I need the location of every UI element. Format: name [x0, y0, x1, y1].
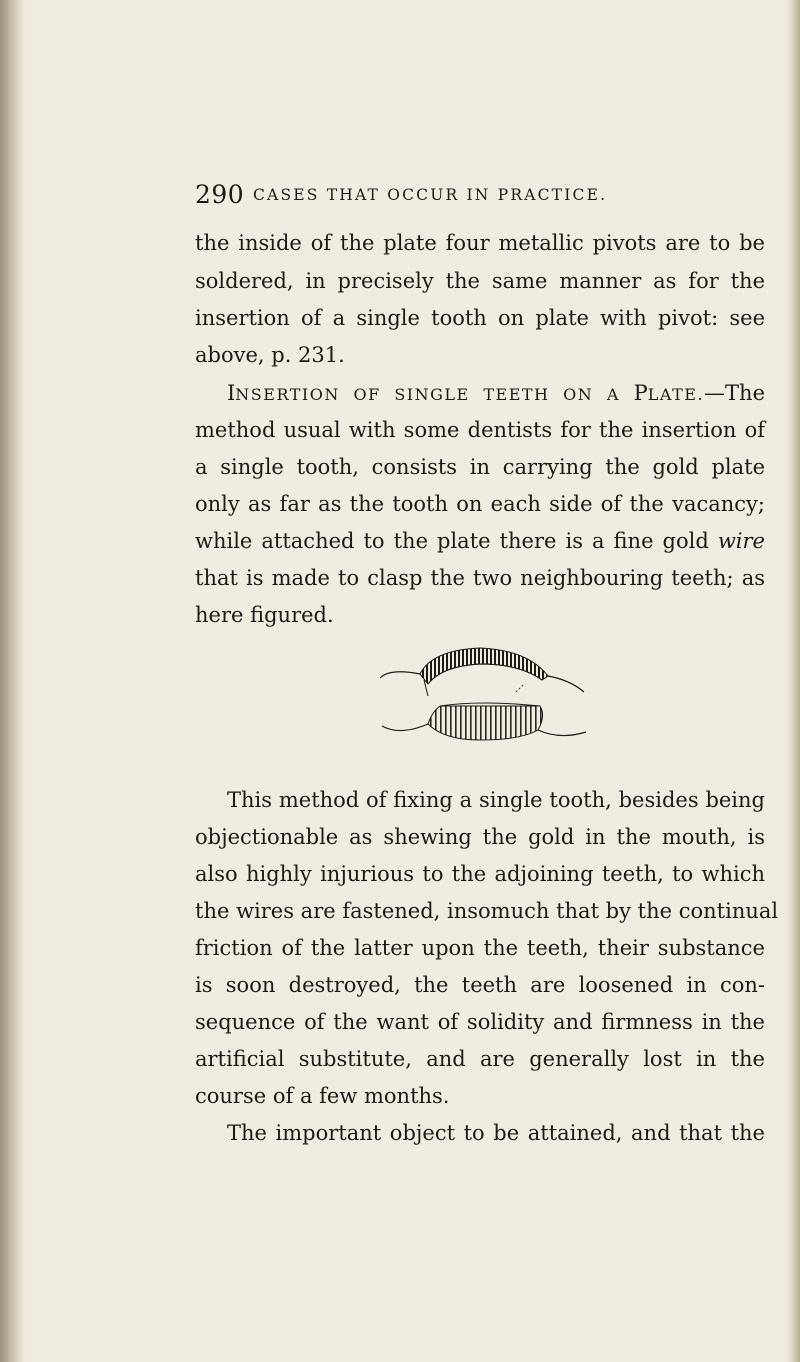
section-heading-line: [227, 378, 765, 408]
page-edge-shadow-left: [0, 0, 26, 1362]
text-line: is soon destroyed, the teeth are loosened in con-: [195, 973, 765, 997]
page-edge-shadow-right: [786, 0, 800, 1362]
section-heading: INSERTION OF SINGLE TEETH ON A PLATE.: [227, 381, 705, 405]
text-line: only as far as the tooth on each side of the vacancy;: [195, 492, 765, 516]
page-number: 290: [195, 180, 245, 209]
text-line: The important object to be attained, and that the: [227, 1121, 765, 1145]
gold-plate-figure: [370, 640, 600, 750]
text-line: friction of the latter upon the teeth, their substance: [195, 936, 765, 960]
text-line: the inside of the plate four metallic pivots are to be: [195, 231, 765, 255]
text-line: a single tooth, consists in carrying the gold plate: [195, 455, 765, 479]
text-line: method usual with some dentists for the insertion of: [195, 418, 765, 442]
running-head: CASES THAT OCCUR IN PRACTICE.: [253, 186, 608, 204]
text-line: insertion of a single tooth on plate with pivot: see: [195, 306, 765, 330]
text-line: also highly injurious to the adjoining teeth, to which: [195, 862, 765, 886]
text-line: objectionable as shewing the gold in the mouth, is: [195, 825, 765, 849]
text-line: soldered, in precisely the same manner as for the: [195, 269, 765, 293]
text-line: artificial substitute, and are generally lost in the: [195, 1047, 765, 1071]
text-line: sequence of the want of solidity and firmness in the: [195, 1010, 765, 1034]
text-line: This method of fixing a single tooth, besides being: [227, 788, 765, 812]
page-header: [195, 180, 675, 214]
text-line: here figured.: [195, 603, 334, 627]
text-line: above, p. 231.: [195, 343, 345, 367]
section-heading-continuation: —The: [704, 381, 765, 405]
text-line: that is made to clasp the two neighbouring teeth; as: [195, 566, 765, 590]
text-line: the wires are fastened, insomuch that by the continual: [195, 899, 779, 923]
text-line: course of a few months.: [195, 1084, 450, 1108]
text-line-with-italic: while attached to the plate there is a fine gold wire: [195, 529, 765, 553]
gold-plate-with-wire-clasps-icon: [370, 640, 600, 750]
